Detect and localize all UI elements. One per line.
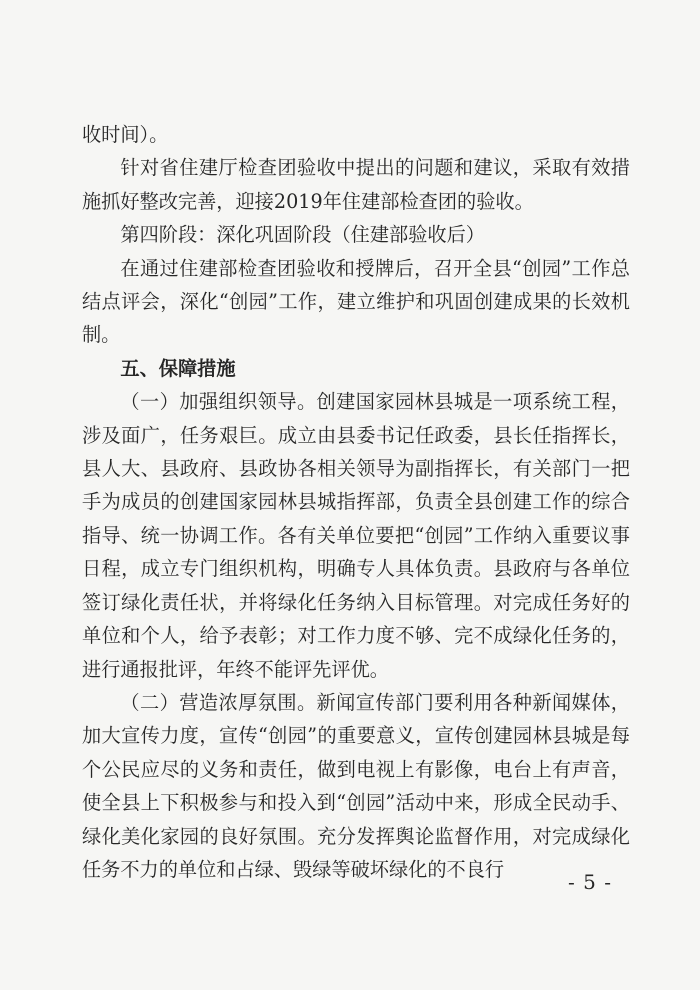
paragraph-atmosphere: （二）营造浓厚氛围。新闻宣传部门要利用各种新闻媒体，加大宣传力度，宣传“创园”的重要意义，宣传创建园林县城是每个公民应尽的义务和责任，做到电视上有影像，电台上有声音，使全县上下积极参与和投入到“创园”活动中来，形成全民动手、绿化美化家园的良好氛围。充分发挥舆论监督作用，对完成绿化任务不力的单位和占绿、毁绿等破坏绿化的不良行 [82, 690, 630, 881]
paragraph-leadership: （一）加强组织领导。创建国家园林县城是一项系统工程，涉及面广，任务艰巨。成立由县委书记任政委，县长任指挥长，县人大、县政府、县政协各相关领导为副指挥长，有关部门一把手为成员的创建国家园林县城指挥部，负责全县创建工作的综合指导、统一协调工作。各有关单位要把“创园”工作纳入重要议事日程，成立专门组织机构，明确专人具体负责。县政府与各单位签订绿化责任状，并将绿化任务纳入目标管理。对完成任务好的单位和个人，给予表彰；对工作力度不够、完不成绿化任务的，进行通报批评，年终不能评先评优。 [82, 390, 630, 681]
stage-four-heading: 第四阶段：深化巩固阶段（住建部验收后） [120, 223, 485, 247]
page-number: - 5 - [568, 870, 612, 894]
paragraph-rectification: 针对省住建厅检查团验收中提出的问题和建议，采取有效措施抓好整改完善，迎接2019年住建部检查团的验收。 [82, 156, 630, 213]
section-heading-safeguards: 五、保障措施 [120, 356, 236, 380]
paragraph-continuation: 收时间）。 [82, 123, 169, 146]
paragraph-summary-meeting: 在通过住建部检查团验收和授牌后，召开全县“创园”工作总结点评会，深化“创园”工作，建立维护和巩固创建成果的长效机制。 [82, 256, 630, 347]
document-body [82, 118, 630, 886]
